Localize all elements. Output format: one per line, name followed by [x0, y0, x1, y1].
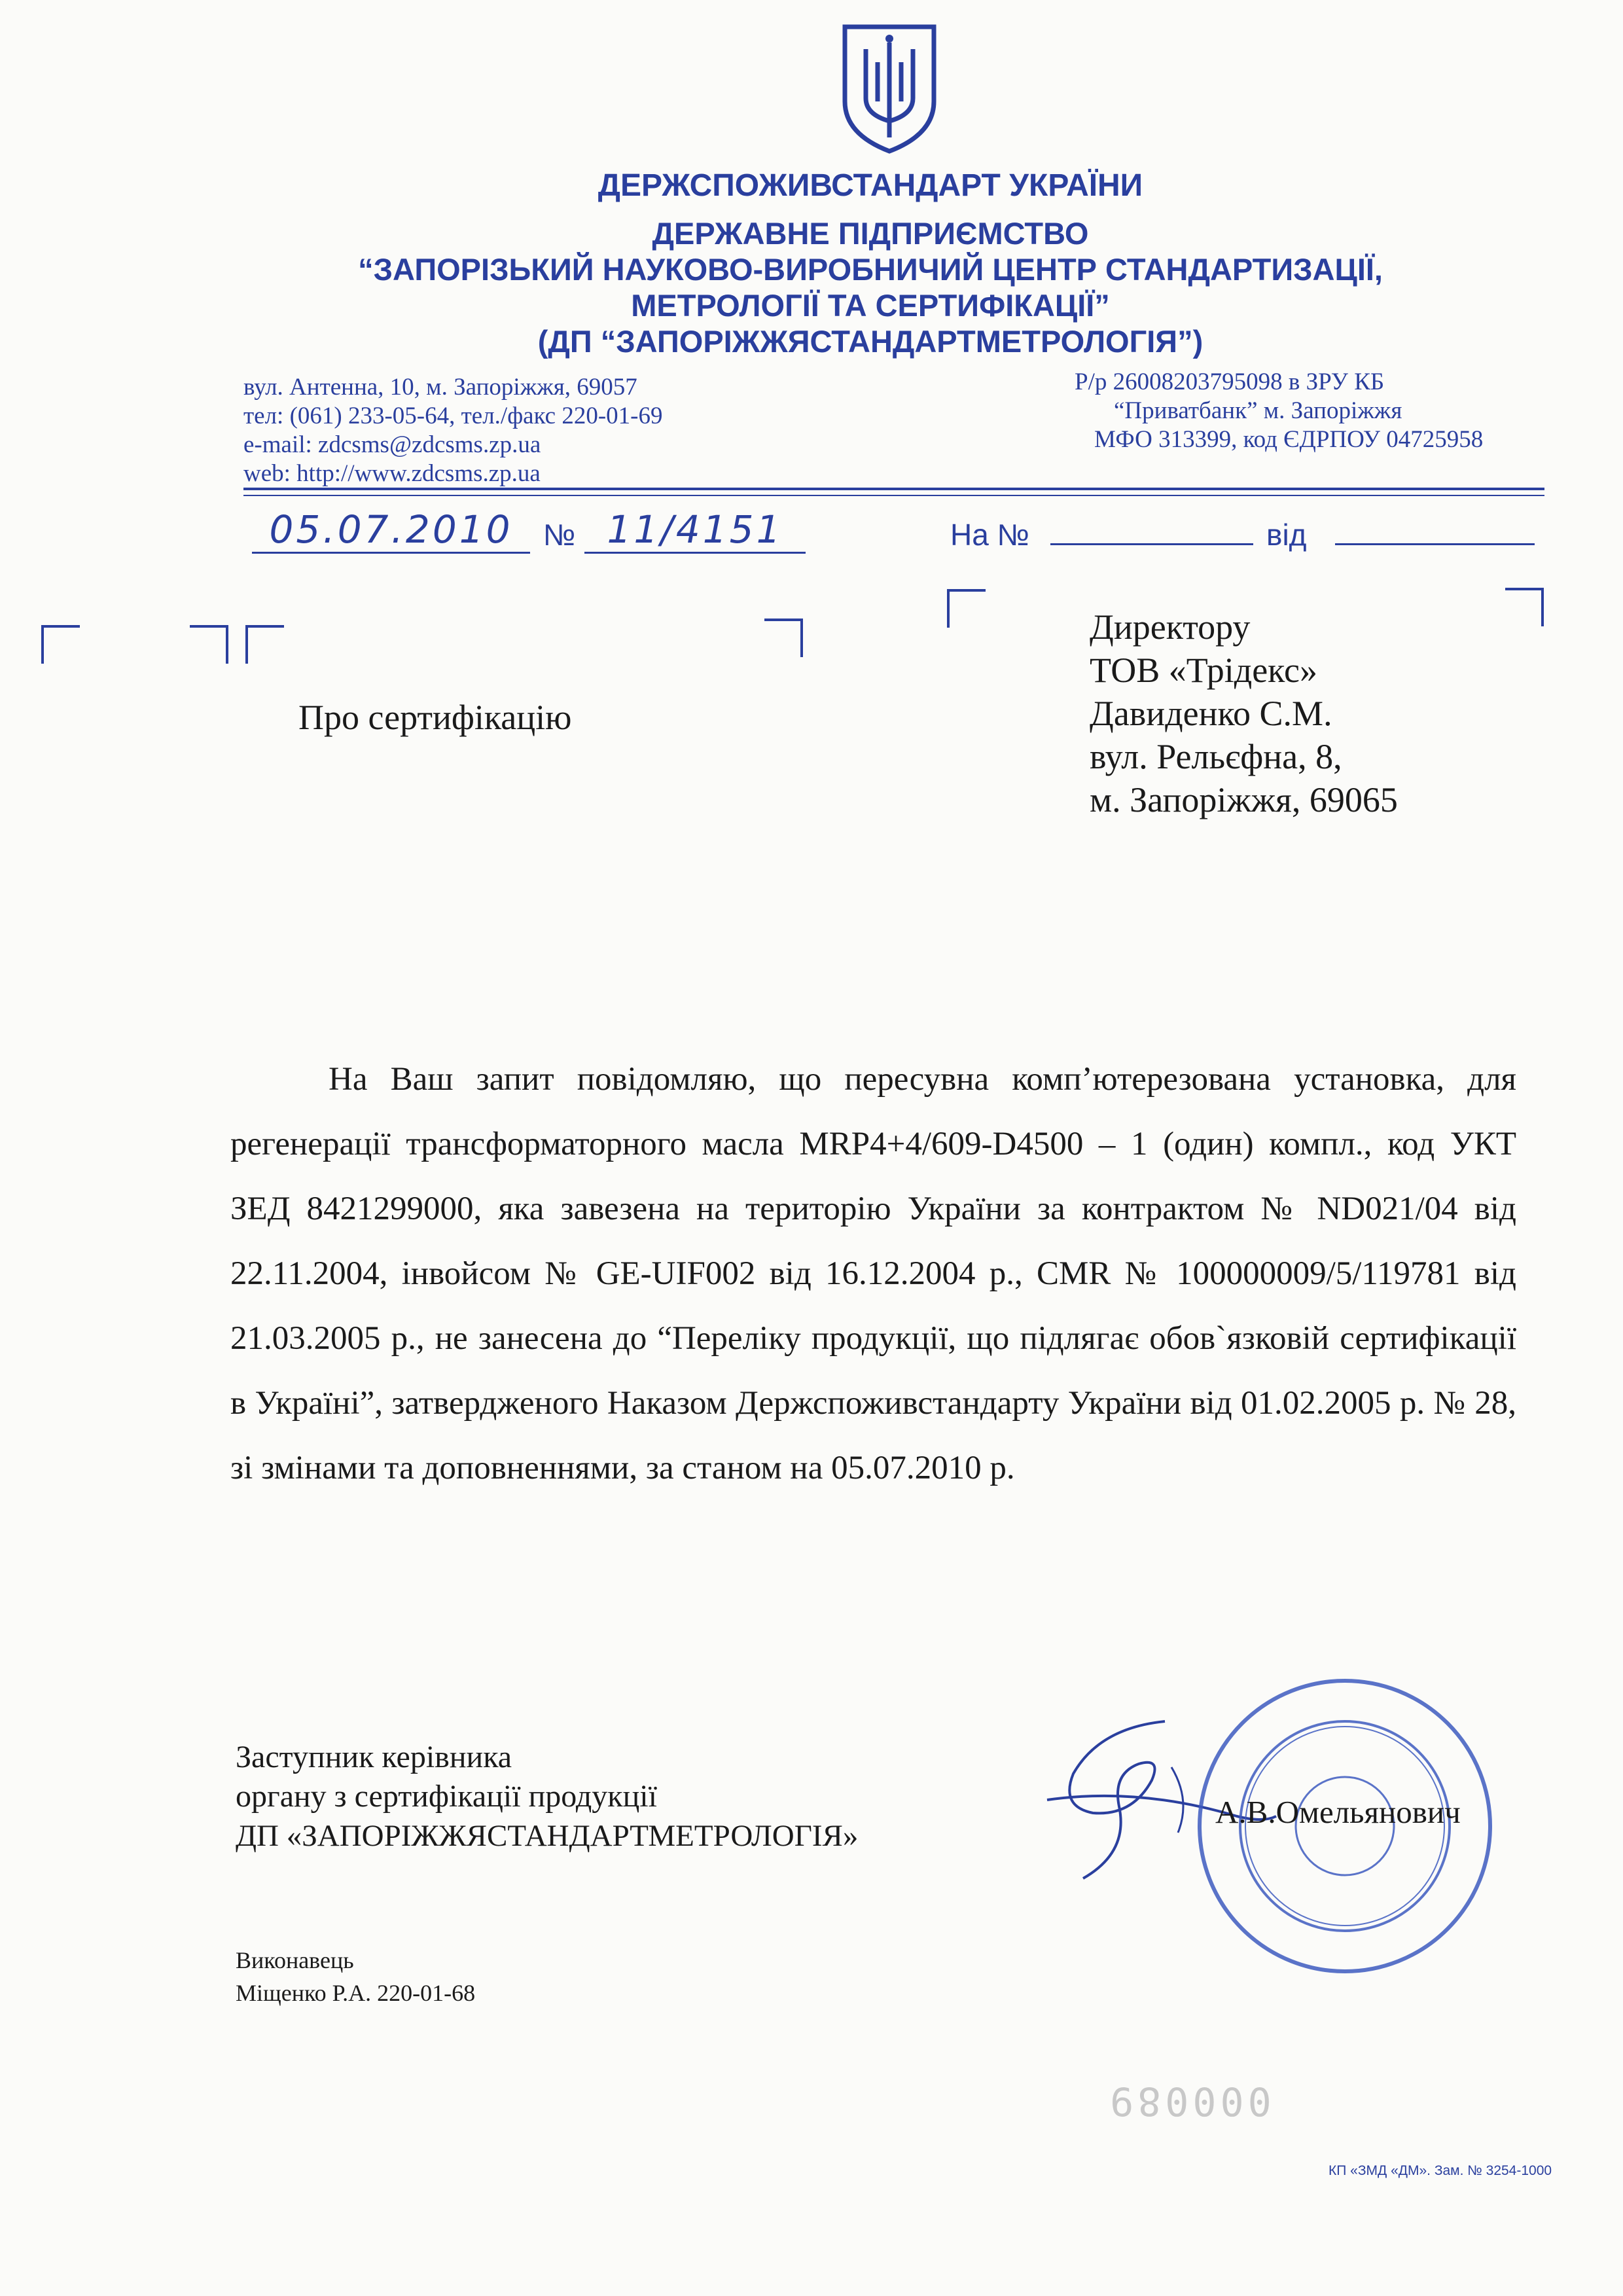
letter-number: 11/4151	[584, 507, 806, 554]
addressee-line: ТОВ «Трідекс»	[1090, 651, 1318, 690]
executor-label: Виконавець	[236, 1947, 354, 1973]
addressee-line: м. Запоріжжя, 69065	[1090, 780, 1398, 819]
bracket-subject-mid1	[190, 625, 228, 664]
address-line: вул. Антенна, 10, м. Запоріжжя, 69057	[243, 374, 637, 401]
bank-codes-line: МФО 313399, код ЄДРПОУ 04725958	[1094, 426, 1484, 453]
body-paragraph: На Ваш запит повідомляю, що пересувна комп’ютерезована установка, для регенерації трансформаторного масла MRP4+4/609-D4500 – 1 (один) компл., код УКТ ЗЕД 8421299000, яка завезена на територію України за контрактом № ND021/04 від 22.11.2004, інвойсом № GE-UIF002 від 16.12.2004 р., CMR № 100000009/5/119781 від 21.03.2005 р., не занесена до “Переліку продукції, що підлягає обов`язковій сертифікації в Україні”, затвердженого Наказом Держспоживстандарту України від 01.02.2005 р. № 28, зі змінами та доповненнями, за станом на 05.07.2010 р.	[230, 1061, 1516, 1486]
web-line: web: http://www.zdcsms.zp.ua	[243, 460, 541, 487]
letter-date: 05.07.2010	[252, 507, 530, 554]
enterprise-line-4: (ДП “ЗАПОРІЖЖЯСТАНДАРТМЕТРОЛОГІЯ”)	[537, 324, 1204, 359]
bracket-subject-mid2	[245, 625, 284, 664]
contacts-right	[1075, 368, 1585, 454]
signatory-organization: ДП «ЗАПОРІЖЖЯСТАНДАРТМЕТРОЛОГІЯ»	[236, 1819, 859, 1853]
email-line: e-mail: zdcsms@zdcsms.zp.ua	[243, 431, 541, 458]
number-label: №	[543, 518, 576, 552]
coat-of-arms-icon	[840, 23, 939, 154]
on-number-label: На №	[950, 518, 1029, 552]
executor-name: Міщенко Р.А. 220-01-68	[236, 1980, 476, 2006]
bracket-subject-left	[41, 625, 80, 664]
signatory-position-2: органу з сертифікації продукції	[236, 1779, 657, 1814]
letter-body	[230, 1047, 1516, 1501]
header-divider-1	[243, 488, 1544, 490]
addressee-line: Давиденко С.М.	[1090, 694, 1332, 733]
signature-block	[236, 1738, 858, 1856]
addressee-line: Директору	[1090, 607, 1251, 647]
on-number-blank	[1050, 543, 1253, 545]
bracket-subject-right	[764, 619, 803, 657]
contacts-left	[243, 373, 832, 488]
enterprise-line-2: “ЗАПОРІЗЬКИЙ НАУКОВО-ВИРОБНИЧИЙ ЦЕНТР СТАНДАРТИЗАЦІЇ,	[358, 252, 1383, 287]
print-info: КП «ЗМД «ДМ». Зам. № 3254-1000	[1329, 2163, 1552, 2178]
bank-name-line: “Приватбанк” м. Запоріжжя	[1114, 397, 1402, 424]
bank-account-line: Р/р 26008203795098 в ЗРУ КБ	[1075, 368, 1385, 395]
from-blank	[1335, 543, 1535, 545]
executor-block	[236, 1944, 475, 2009]
enterprise-line-3: МЕТРОЛОГІЇ ТА СЕРТИФІКАЦІЇ”	[631, 288, 1110, 323]
addressee-block	[1090, 605, 1548, 821]
signatory-position-1: Заступник керівника	[236, 1740, 512, 1774]
subject: Про сертифікацію	[298, 698, 572, 737]
enterprise-line-1: ДЕРЖАВНЕ ПІДПРИЄМСТВО	[652, 216, 1089, 251]
serial-number: 000089	[1106, 2078, 1272, 2124]
phone-line: тел: (061) 233-05-64, тел./факс 220-01-69	[243, 403, 663, 429]
ministry-title: ДЕРЖСПОЖИВСТАНДАРТ УКРАЇНИ	[597, 168, 1143, 203]
bracket-addressee-left	[947, 589, 986, 628]
from-label: від	[1266, 518, 1307, 552]
addressee-line: вул. Рельєфна, 8,	[1090, 737, 1342, 776]
header-divider-2	[243, 495, 1544, 496]
signatory-name: А.В.Омельянович	[1215, 1794, 1461, 1830]
